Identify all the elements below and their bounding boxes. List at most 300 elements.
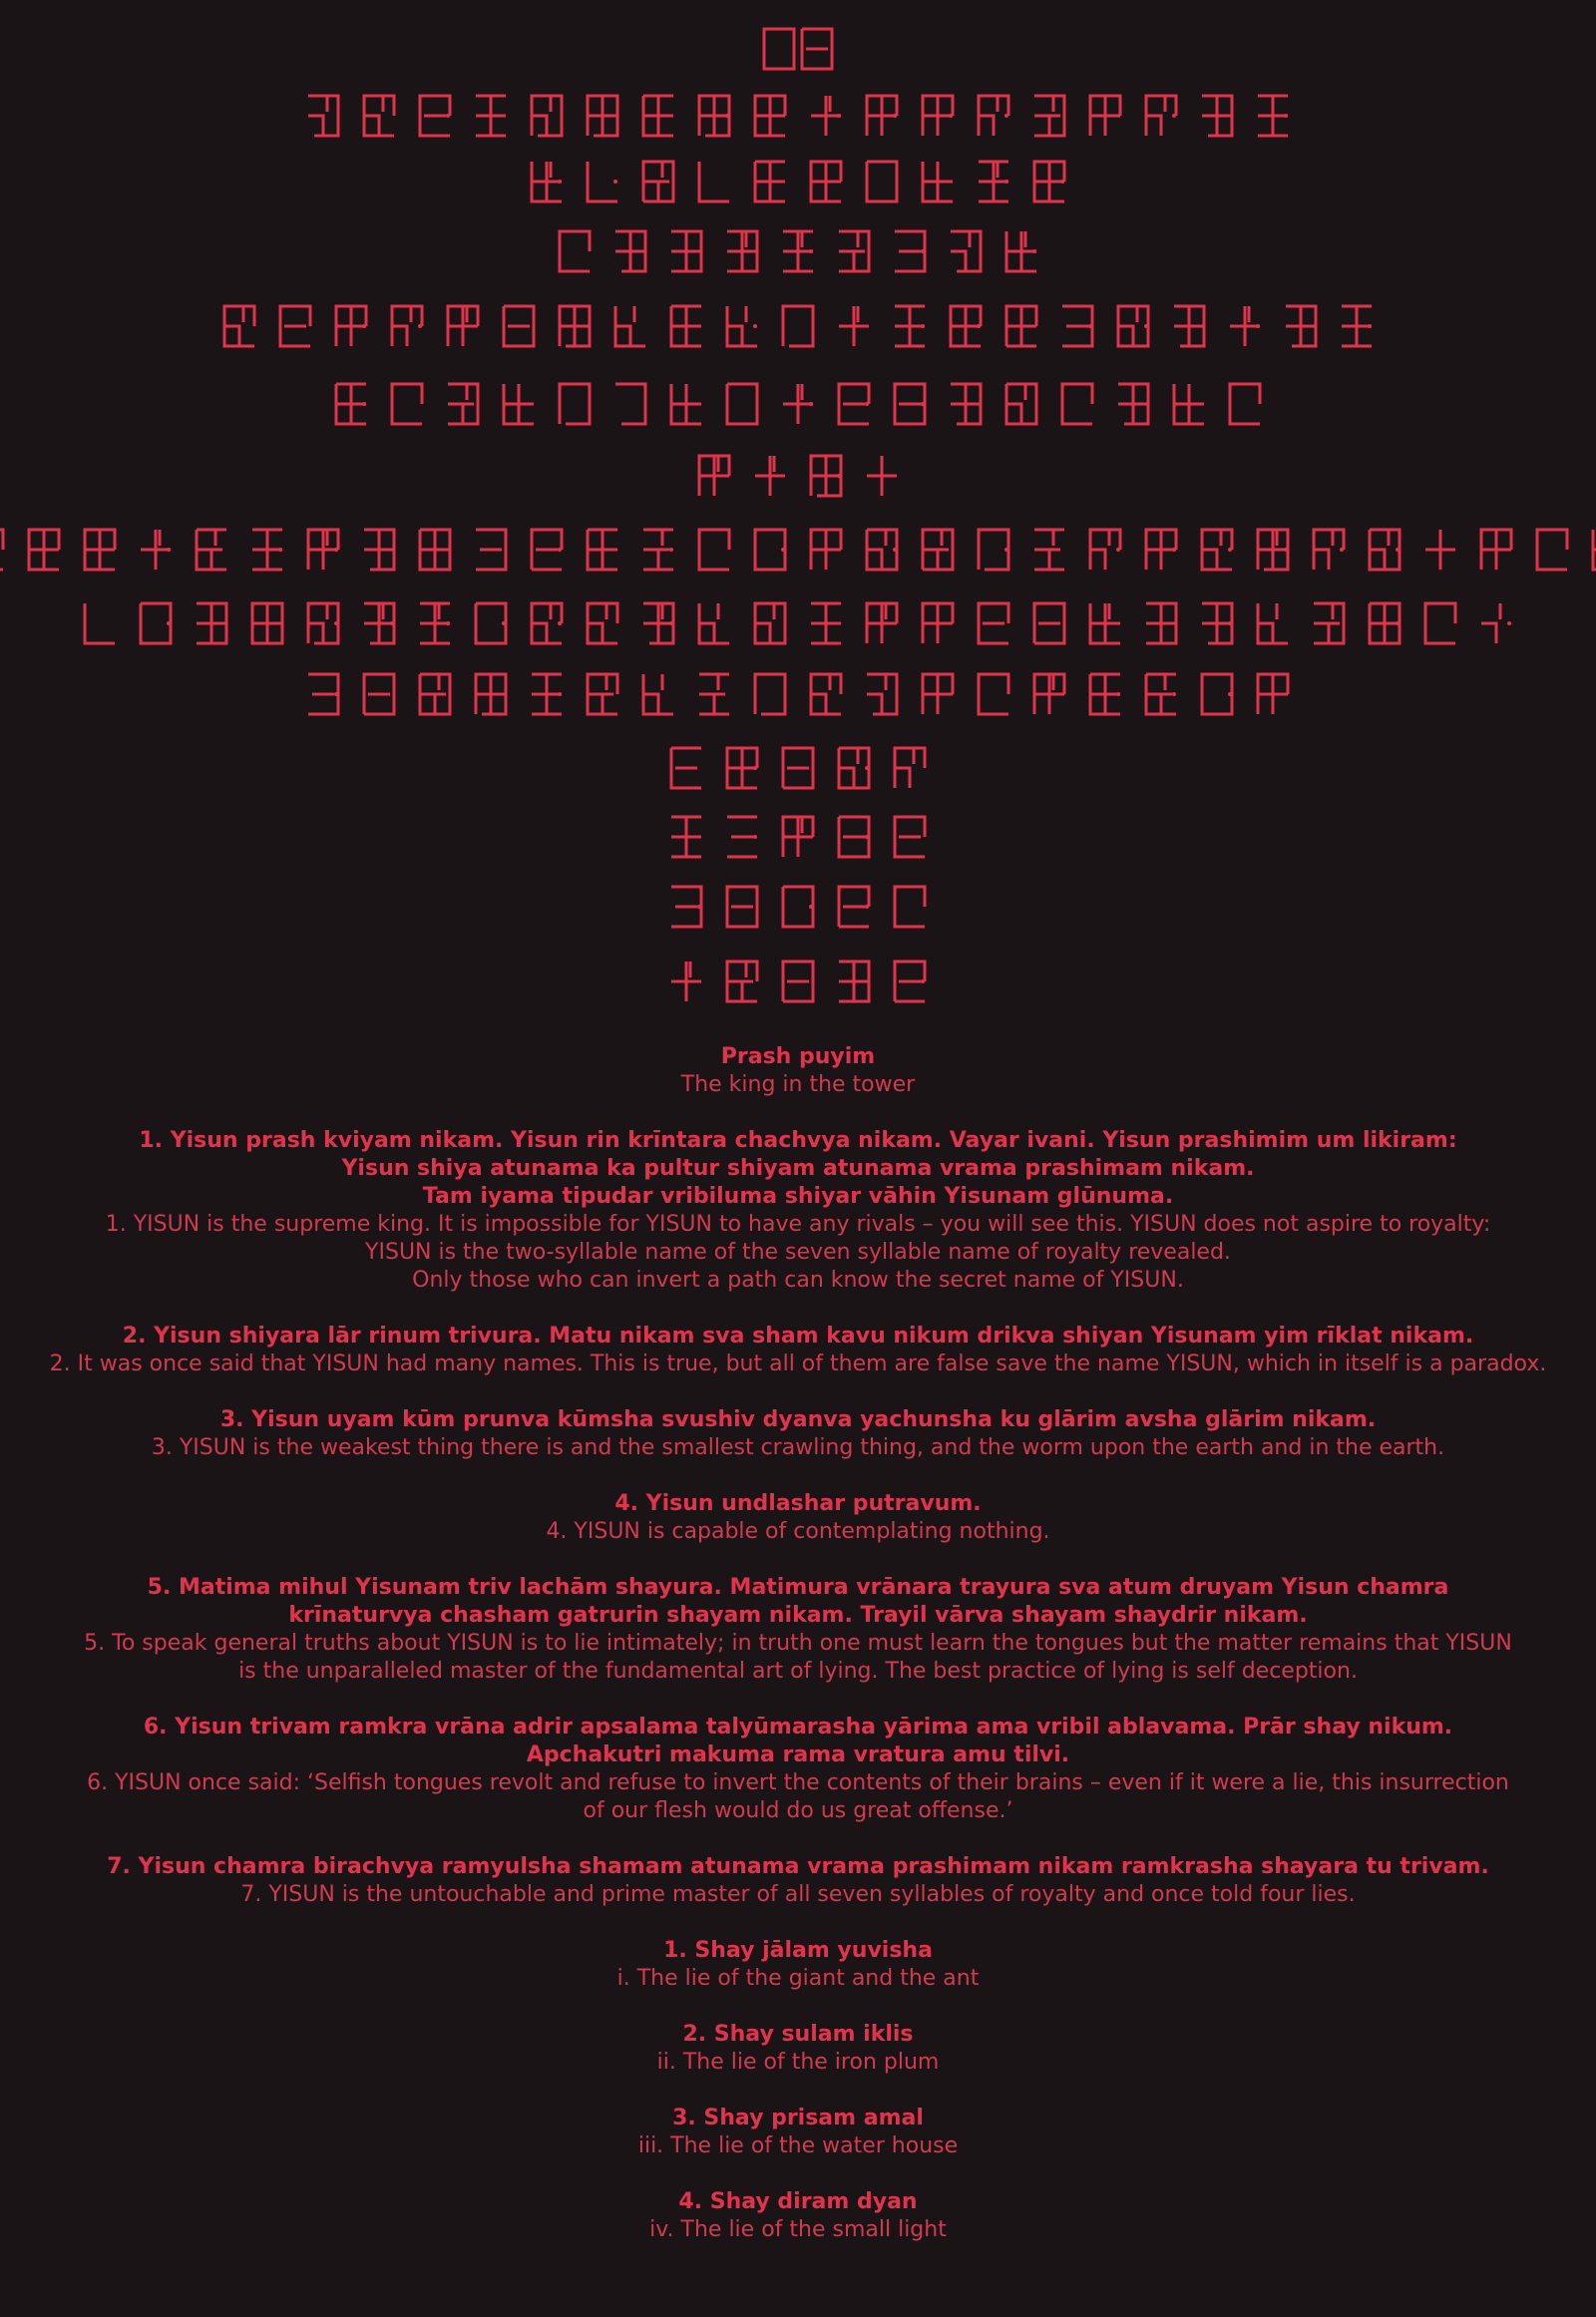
script-word-icon	[278, 303, 312, 349]
script-glyph-icon	[586, 527, 619, 573]
script-word-icon	[837, 959, 871, 1004]
verse-transliteration-line: 2. Shay sulam iklis	[682, 2022, 914, 2047]
script-glyph-icon	[1340, 303, 1374, 349]
script-word-icon	[1284, 303, 1318, 349]
script-glyph-icon	[669, 959, 703, 1004]
script-word-icon	[1004, 228, 1038, 274]
script-glyph-icon	[781, 884, 815, 930]
script-word-icon	[222, 303, 256, 349]
script-glyph-icon	[1256, 93, 1290, 139]
script-glyph-icon	[697, 93, 731, 139]
script-word-icon	[809, 453, 843, 499]
script-word-icon	[1032, 527, 1066, 573]
verse-transliteration-line: 1. Yisun prash kviyam nikam. Yisun rin krīntara chachvya nikam. Vayar ivani. Yisun prashimim um likiram:	[139, 1128, 1457, 1153]
script-word-icon	[977, 600, 1010, 646]
script-glyph-icon	[362, 671, 396, 717]
script-glyph-icon	[474, 600, 508, 646]
script-glyph-icon	[27, 527, 61, 573]
script-glyph-icon	[865, 453, 899, 499]
script-glyph-icon	[725, 884, 759, 930]
script-glyph-icon	[474, 527, 508, 573]
script-glyph-icon	[921, 527, 955, 573]
script-word-icon	[613, 381, 647, 427]
script-word-icon	[837, 745, 871, 791]
script-word-icon	[474, 93, 508, 139]
script-glyph-icon	[753, 93, 787, 139]
script-word-icon	[1423, 600, 1457, 646]
script-word-icon	[558, 303, 592, 349]
script-word-icon	[837, 884, 871, 930]
script-word-icon	[1535, 527, 1569, 573]
script-word-icon	[1032, 93, 1066, 139]
script-word-icon	[893, 959, 927, 1004]
script-word-icon	[781, 228, 815, 274]
script-word-icon	[669, 303, 703, 349]
verse-transliteration-line: 5. Matima mihul Yisunam triv lachām shayura. Matimura vrānara trayura sva atum druyam Yisun chamra	[147, 1575, 1449, 1600]
script-glyph-icon	[139, 600, 173, 646]
verse-transliteration-line: 4. Shay diram dyan	[678, 2189, 918, 2214]
script-word-icon	[250, 527, 284, 573]
script-glyph-icon	[1032, 600, 1066, 646]
verse-section	[20, 2105, 1576, 2160]
script-word-icon	[1200, 527, 1234, 573]
script-word-icon	[725, 745, 759, 791]
script-glyph-icon	[753, 453, 787, 499]
script-line	[0, 521, 1596, 579]
script-glyph-icon	[1032, 527, 1066, 573]
script-glyph-icon	[641, 671, 675, 717]
script-glyph-icon	[781, 303, 815, 349]
script-word-icon	[586, 93, 619, 139]
script-glyph-icon	[1312, 600, 1346, 646]
verse-translation-line: 2. It was once said that YISUN had many names. This is true, but all of them are false save the name YISUN, which in itself is a paradox.	[49, 1352, 1547, 1376]
script-word-icon	[669, 228, 703, 274]
script-glyph-icon	[893, 884, 927, 930]
script-word-icon	[613, 228, 647, 274]
script-glyph-icon	[669, 814, 703, 860]
script-glyph-icon	[921, 159, 955, 204]
script-word-icon	[697, 159, 731, 204]
script-word-icon	[669, 884, 703, 930]
script-word-icon	[390, 381, 424, 427]
script-line	[0, 153, 1596, 210]
script-glyph-icon	[1088, 671, 1122, 717]
script-glyph-icon	[530, 527, 564, 573]
script-glyph-icon	[837, 814, 871, 860]
script-word-icon	[586, 600, 619, 646]
script-word-icon	[921, 527, 955, 573]
script-glyph-icon	[1088, 527, 1122, 573]
script-glyph-icon	[418, 600, 452, 646]
script-glyph-icon	[753, 527, 787, 573]
verse-section	[20, 1574, 1576, 1686]
script-line	[0, 447, 1596, 505]
verse-translation-line: 3. YISUN is the weakest thing there is and the smallest crawling thing, and the worm upon the earth and in the earth.	[151, 1435, 1445, 1460]
script-word-icon	[725, 303, 759, 349]
script-glyph-icon	[1284, 303, 1318, 349]
verse-transliteration-line: 7. Yisun chamra birachvya ramyulsha shamam atunama vrama prashimam nikam ramkrasha shayara tu trivam.	[107, 1854, 1489, 1879]
script-glyph-icon	[1032, 159, 1066, 204]
script-word-icon	[977, 93, 1010, 139]
script-glyph-icon	[1228, 381, 1262, 427]
script-glyph-icon	[809, 159, 843, 204]
verse-translation-line: Only those who can invert a path can know the secret name of YISUN.	[412, 1268, 1184, 1293]
script-glyph-icon	[1144, 600, 1178, 646]
verse-translation-line: 1. YISUN is the supreme king. It is impossible for YISUN to have any rivals – you will see this. YISUN does not aspire to royalty:	[105, 1212, 1491, 1237]
script-word-icon	[781, 381, 815, 427]
script-word-icon	[781, 745, 815, 791]
script-glyph-icon	[195, 600, 228, 646]
script-glyph-icon	[530, 159, 564, 204]
script-glyph-icon	[781, 228, 815, 274]
script-word-icon	[809, 159, 843, 204]
script-glyph-icon	[1423, 600, 1457, 646]
verse-translation-line: iv. The lie of the small light	[649, 2217, 947, 2242]
script-glyph-icon	[446, 381, 480, 427]
script-glyph-icon	[1032, 93, 1066, 139]
title-section	[20, 1043, 1576, 1099]
script-word-icon	[893, 884, 927, 930]
script-word-icon	[530, 671, 564, 717]
script-word-icon	[0, 527, 5, 573]
script-glyph-icon	[1200, 671, 1234, 717]
script-glyph-icon	[1060, 381, 1094, 427]
script-word-icon	[362, 671, 396, 717]
script-glyph-icon	[837, 959, 871, 1004]
script-word-icon	[1479, 600, 1513, 646]
script-glyph-icon	[278, 303, 312, 349]
script-glyph-icon	[865, 527, 899, 573]
script-word-icon	[558, 228, 592, 274]
script-glyph-icon	[1368, 600, 1401, 646]
script-glyph-icon	[1172, 381, 1206, 427]
script-glyph-icon	[502, 303, 536, 349]
script-word-icon	[1312, 600, 1346, 646]
script-word-icon	[781, 814, 815, 860]
verse-translation-line: iii. The lie of the water house	[637, 2133, 959, 2158]
script-word-icon	[669, 959, 703, 1004]
verse-translation-line: YISUN is the two-syllable name of the seven syllable name of royalty revealed.	[365, 1240, 1231, 1265]
script-glyph-icon	[586, 159, 619, 204]
script-glyph-icon	[893, 303, 927, 349]
script-glyph-icon	[306, 600, 340, 646]
script-glyph-icon	[1535, 527, 1569, 573]
script-word-icon	[977, 159, 1010, 204]
verse-transliteration-line: 4. Yisun undlashar putravum.	[614, 1491, 982, 1516]
script-glyph-icon	[1172, 303, 1206, 349]
script-word-icon	[1144, 93, 1178, 139]
script-word-icon	[697, 671, 731, 717]
script-word-icon	[1116, 381, 1150, 427]
script-glyph-icon	[1256, 600, 1290, 646]
script-glyph-icon	[558, 303, 592, 349]
script-word-icon	[362, 600, 396, 646]
script-word-icon	[669, 381, 703, 427]
script-word-icon	[1368, 600, 1401, 646]
script-glyph-icon	[641, 93, 675, 139]
script-glyph-icon	[865, 93, 899, 139]
script-glyph-icon	[1144, 93, 1178, 139]
script-glyph-icon	[306, 93, 340, 139]
verse-transliteration-line: Apchakutri makuma rama vratura amu tilvi.	[526, 1742, 1070, 1767]
script-word-icon	[474, 600, 508, 646]
script-glyph-icon	[669, 381, 703, 427]
verse-transliteration-line: 1. Shay jālam yuvisha	[663, 1938, 933, 1963]
script-word-icon	[1088, 93, 1122, 139]
script-word-icon	[977, 527, 1010, 573]
script-glyph-icon	[837, 381, 871, 427]
script-word-icon	[641, 600, 675, 646]
script-glyph-icon	[697, 453, 731, 499]
script-word-icon	[1200, 600, 1234, 646]
script-word-icon	[1004, 303, 1038, 349]
verse-translation-line: 7. YISUN is the untouchable and prime master of all seven syllables of royalty and once told four lies.	[240, 1882, 1356, 1907]
script-glyph-icon	[502, 381, 536, 427]
script-glyph-icon	[390, 381, 424, 427]
script-glyph-icon	[837, 884, 871, 930]
script-word-icon	[418, 600, 452, 646]
script-glyph-icon	[446, 303, 480, 349]
script-glyph-icon	[977, 159, 1010, 204]
script-word-icon	[753, 671, 787, 717]
script-word-icon	[1088, 671, 1122, 717]
script-word-icon	[865, 600, 899, 646]
script-word-icon	[837, 381, 871, 427]
script-glyph-icon	[613, 228, 647, 274]
script-glyph-icon	[837, 303, 871, 349]
script-word-icon	[1200, 93, 1234, 139]
script-glyph-icon	[1200, 527, 1234, 573]
verse-section	[20, 1714, 1576, 1825]
script-word-icon	[1060, 381, 1094, 427]
script-glyph-icon	[418, 93, 452, 139]
script-word-icon	[697, 93, 731, 139]
verse-transliteration-line: 6. Yisun trivam ramkra vrāna adrir apsalama talyūmarasha yārima ama vribil ablavama. Prār shay nikum.	[143, 1715, 1453, 1739]
script-glyph-icon	[1591, 527, 1596, 573]
script-word-icon	[809, 527, 843, 573]
script-word-icon	[921, 600, 955, 646]
script-word-icon	[809, 600, 843, 646]
script-glyph-icon	[1479, 527, 1513, 573]
script-glyph-icon	[893, 228, 927, 274]
script-glyph-icon	[1312, 527, 1346, 573]
script-glyph-icon	[809, 671, 843, 717]
script-glyph-icon	[530, 600, 564, 646]
script-glyph-icon	[530, 671, 564, 717]
script-glyph-icon	[558, 381, 592, 427]
script-glyph-icon	[893, 381, 927, 427]
script-word-icon	[865, 93, 899, 139]
script-word-icon	[1032, 159, 1066, 204]
script-word-icon	[1032, 600, 1066, 646]
script-glyph-icon	[809, 93, 843, 139]
script-word-icon	[753, 453, 787, 499]
script-glyph-icon	[586, 93, 619, 139]
verse-translation-line: 5. To speak general truths about YISUN is to lie intimately; in truth one must learn the tongues but the matter remains that YISUN	[84, 1631, 1512, 1656]
script-word-icon	[753, 600, 787, 646]
script-word-icon	[446, 381, 480, 427]
script-glyph-icon	[725, 959, 759, 1004]
script-glyph-icon	[809, 453, 843, 499]
script-glyph-icon	[586, 671, 619, 717]
script-glyph-icon	[921, 93, 955, 139]
script-glyph-icon	[195, 527, 228, 573]
script-word-icon	[641, 527, 675, 573]
script-word-icon	[250, 600, 284, 646]
script-glyph-icon	[362, 527, 396, 573]
script-word-icon	[1591, 527, 1596, 573]
script-glyph-icon	[0, 527, 5, 573]
script-glyph-icon	[809, 600, 843, 646]
script-word-icon	[1228, 381, 1262, 427]
script-glyph-icon	[418, 671, 452, 717]
script-word-icon	[362, 527, 396, 573]
script-word-icon	[195, 600, 228, 646]
script-word-icon	[83, 527, 117, 573]
script-word-icon	[1256, 527, 1290, 573]
script-word-icon	[669, 745, 703, 791]
script-word-icon	[893, 745, 927, 791]
script-word-icon	[762, 26, 834, 72]
script-word-icon	[1088, 600, 1122, 646]
script-word-icon	[530, 159, 564, 204]
script-word-icon	[558, 381, 592, 427]
script-word-icon	[586, 527, 619, 573]
script-word-icon	[921, 671, 955, 717]
script-glyph-icon	[800, 26, 834, 72]
script-word-icon	[893, 228, 927, 274]
script-word-icon	[725, 884, 759, 930]
transcription-and-translation	[20, 1043, 1576, 2272]
script-word-icon	[893, 381, 927, 427]
verse-section	[20, 1853, 1576, 1909]
script-glyph-icon	[669, 303, 703, 349]
script-word-icon	[1256, 671, 1290, 717]
script-glyph-icon	[474, 93, 508, 139]
script-glyph-icon	[893, 814, 927, 860]
script-glyph-icon	[362, 93, 396, 139]
verse-section	[20, 1937, 1576, 1993]
script-glyph-icon	[1200, 93, 1234, 139]
script-word-icon	[1088, 527, 1122, 573]
script-word-icon	[977, 671, 1010, 717]
script-glyph-icon	[893, 745, 927, 791]
script-word-icon	[418, 671, 452, 717]
verse-section	[20, 2188, 1576, 2244]
script-word-icon	[753, 93, 787, 139]
script-glyph-icon	[725, 381, 759, 427]
script-line	[0, 665, 1596, 723]
script-word-icon	[502, 381, 536, 427]
script-glyph-icon	[753, 159, 787, 204]
script-word-icon	[502, 303, 536, 349]
script-line	[0, 808, 1596, 866]
script-word-icon	[418, 93, 452, 139]
verse-translation-line: is the unparalleled master of the fundamental art of lying. The best practice of lying is self deception.	[238, 1659, 1358, 1684]
script-glyph-icon	[613, 381, 647, 427]
script-glyph-icon	[725, 814, 759, 860]
script-glyph-icon	[977, 527, 1010, 573]
script-word-icon	[697, 453, 731, 499]
script-word-icon	[530, 93, 564, 139]
script-line	[0, 594, 1596, 652]
script-glyph-icon	[893, 959, 927, 1004]
verse-transliteration-line: 2. Yisun shiyara lār rinum trivura. Matu nikam sva sham kavu nikum drikva shiyan Yisunam yim rīklat nikam.	[122, 1324, 1474, 1349]
script-word-icon	[27, 527, 61, 573]
script-glyph-icon	[865, 600, 899, 646]
script-word-icon	[1060, 303, 1094, 349]
script-line	[0, 297, 1596, 355]
script-glyph-icon	[837, 745, 871, 791]
script-word-icon	[1479, 527, 1513, 573]
script-glyph-icon	[641, 159, 675, 204]
verse-translation-line: i. The lie of the giant and the ant	[616, 1966, 980, 1991]
script-word-icon	[1423, 527, 1457, 573]
script-glyph-icon	[1479, 600, 1513, 646]
script-glyph-icon	[781, 814, 815, 860]
script-word-icon	[306, 93, 340, 139]
script-glyph-icon	[697, 600, 731, 646]
script-word-icon	[949, 228, 983, 274]
verse-translation-line: 4. YISUN is capable of contemplating nothing.	[546, 1519, 1050, 1544]
script-glyph-icon	[697, 159, 731, 204]
script-word-icon	[1256, 600, 1290, 646]
script-glyph-icon	[83, 527, 117, 573]
script-line	[0, 375, 1596, 433]
verse-section	[20, 1490, 1576, 1546]
script-glyph-icon	[306, 671, 340, 717]
script-word-icon	[418, 527, 452, 573]
script-word-icon	[921, 159, 955, 204]
script-word-icon	[1172, 381, 1206, 427]
verse-translation-line: ii. The lie of the iron plum	[656, 2050, 940, 2075]
script-glyph-icon	[222, 303, 256, 349]
script-word-icon	[1032, 671, 1066, 717]
script-glyph-icon	[1088, 93, 1122, 139]
script-glyph-icon	[418, 527, 452, 573]
verse-translation-line: 6. YISUN once said: ‘Selfish tongues revolt and refuse to invert the contents of their brains – even if it were a lie, this insurrection	[87, 1770, 1509, 1795]
script-line	[0, 953, 1596, 1010]
script-word-icon	[949, 381, 983, 427]
script-glyph-icon	[1368, 527, 1401, 573]
script-word-icon	[893, 814, 927, 860]
script-glyph-icon	[949, 303, 983, 349]
verse-section	[20, 1406, 1576, 1462]
script-glyph-icon	[306, 527, 340, 573]
script-glyph-icon	[1032, 671, 1066, 717]
verse-transliteration-line: Tam iyama tipudar vribiluma shiyar vāhin Yisunam glūnuma.	[422, 1184, 1174, 1209]
script-glyph-icon	[977, 93, 1010, 139]
script-word-icon	[641, 159, 675, 204]
script-glyph-icon	[809, 527, 843, 573]
script-word-icon	[1144, 671, 1178, 717]
script-glyph-icon	[558, 228, 592, 274]
script-glyph-icon	[697, 671, 731, 717]
script-glyph-icon	[1423, 527, 1457, 573]
script-glyph-icon	[781, 959, 815, 1004]
script-word-icon	[586, 159, 619, 204]
script-glyph-icon	[586, 600, 619, 646]
script-glyph-icon	[474, 671, 508, 717]
verse-transliteration-line: krīnaturvya chasham gatrurin shayam nikam. Trayil vārva shayam shaydrir nikam.	[288, 1603, 1308, 1628]
script-word-icon	[613, 303, 647, 349]
script-word-icon	[306, 527, 340, 573]
script-glyph-icon	[921, 600, 955, 646]
script-glyph-icon	[753, 671, 787, 717]
script-glyph-icon	[613, 303, 647, 349]
script-word-icon	[865, 527, 899, 573]
script-word-icon	[390, 303, 424, 349]
